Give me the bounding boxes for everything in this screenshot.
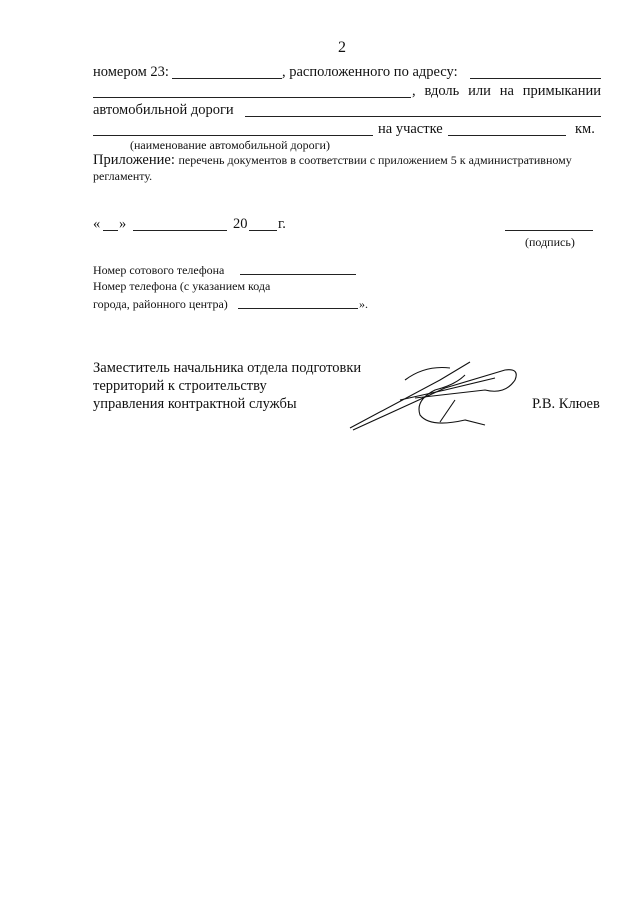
line1-address-label: , расположенного по адресу: bbox=[282, 64, 458, 80]
signatory-position-2: территорий к строительству bbox=[93, 378, 267, 394]
blank-field bbox=[448, 135, 566, 136]
signature-blank bbox=[505, 230, 593, 231]
blank-day bbox=[103, 230, 118, 231]
line3-text: автомобильной дороги bbox=[93, 102, 234, 118]
date-year-suffix: г. bbox=[278, 216, 286, 232]
road-caption: (наименование автомобильной дороги) bbox=[130, 138, 330, 152]
signatory-position-1: Заместитель начальника отдела подготовки bbox=[93, 360, 362, 376]
blank-field bbox=[238, 308, 358, 309]
blank-field bbox=[93, 135, 373, 136]
appendix-text-2: регламенту. bbox=[93, 169, 153, 183]
date-open: « bbox=[93, 216, 101, 232]
blank-month bbox=[133, 230, 227, 231]
date-year-prefix: 20 bbox=[233, 216, 248, 232]
blank-year bbox=[249, 230, 277, 231]
date-close: » bbox=[119, 216, 127, 232]
signatory-position-3: управления контрактной службы bbox=[93, 396, 297, 412]
blank-field bbox=[240, 274, 356, 275]
blank-field bbox=[172, 78, 282, 79]
landline-label-2: города, районного центра) bbox=[93, 297, 228, 311]
landline-label-1: Номер телефона (с указанием кода bbox=[93, 279, 271, 293]
appendix-text: перечень документов в соответствии с приложением 5 к административному bbox=[178, 153, 572, 167]
blank-field bbox=[470, 78, 601, 79]
line1-label: номером 23: bbox=[93, 64, 169, 80]
page-number: 2 bbox=[338, 39, 346, 56]
line4-section-label: на участке bbox=[378, 121, 443, 137]
mobile-phone-label: Номер сотового телефона bbox=[93, 263, 225, 277]
signatory-name: Р.В. Клюев bbox=[532, 396, 600, 412]
handwritten-signature bbox=[345, 360, 525, 435]
phones-end: ». bbox=[359, 297, 368, 311]
blank-field bbox=[245, 116, 601, 117]
signature-caption: (подпись) bbox=[525, 235, 575, 249]
appendix-label: Приложение: bbox=[93, 152, 175, 168]
line4-km: км. bbox=[575, 121, 595, 137]
blank-field bbox=[93, 97, 411, 98]
line2-text: , вдоль или на примыкании bbox=[412, 83, 601, 99]
